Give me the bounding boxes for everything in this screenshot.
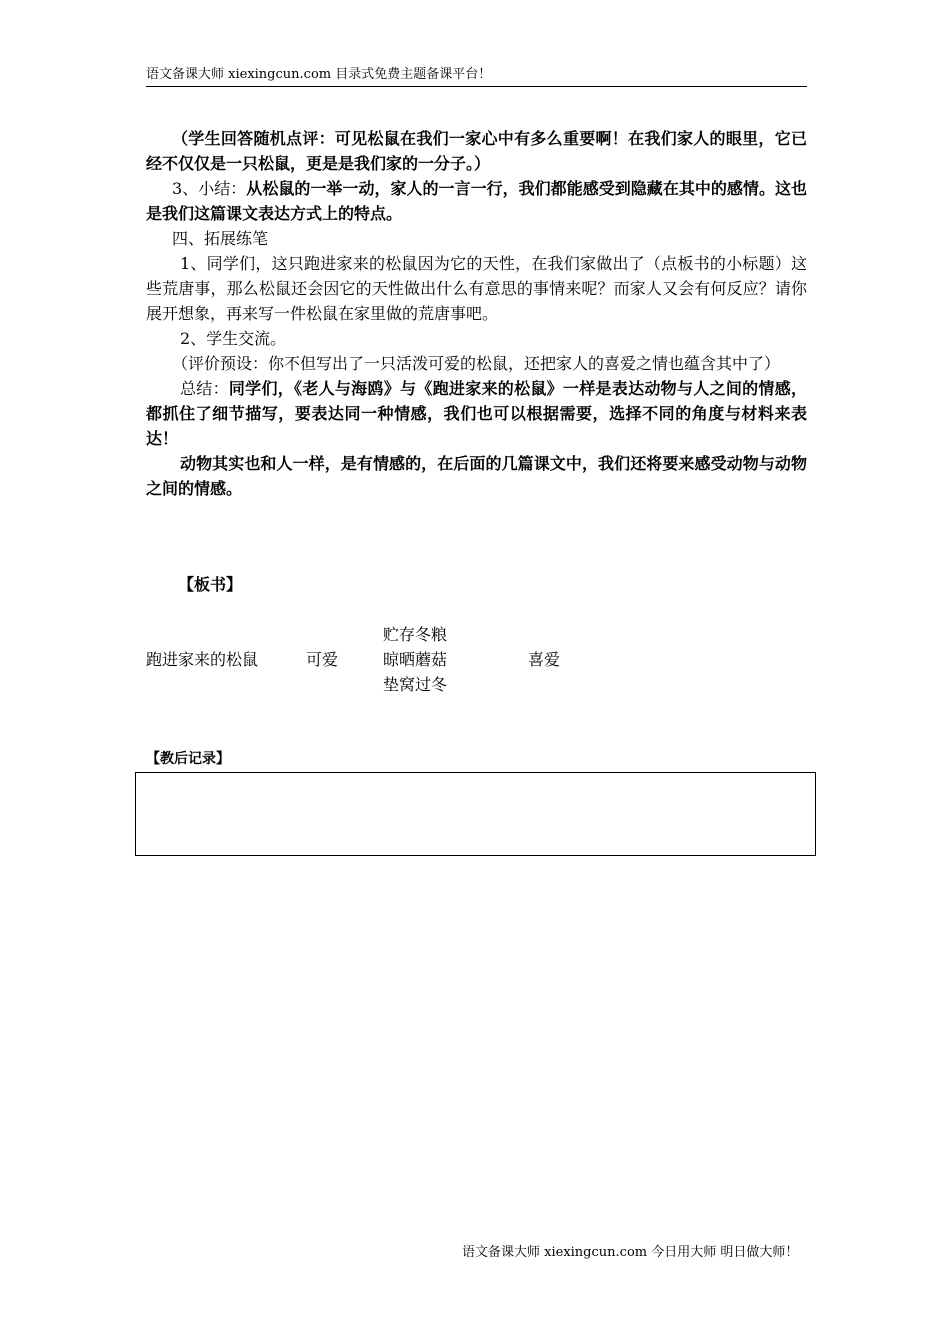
board-title: 跑进家来的松鼠 bbox=[146, 650, 259, 669]
board-feeling: 喜爱 bbox=[528, 650, 561, 669]
paragraph-conclusion-text: 同学们，《老人与海鸥》与《跑进家来的松鼠》一样是表达动物与人之间的情感，都抓住了细节描写，要表达同一种情感，我们也可以根据需要，选择不同的角度与材料来表达！ bbox=[146, 379, 807, 448]
lesson-content bbox=[146, 126, 807, 501]
board-trait: 可爱 bbox=[306, 650, 339, 669]
board-item-3: 垫窝过冬 bbox=[383, 675, 448, 694]
paragraph-closing: 动物其实也和人一样，是有情感的，在后面的几篇课文中，我们还将要来感受动物与动物之间的情感。 bbox=[146, 454, 807, 498]
board-heading: 【板书】 bbox=[178, 575, 243, 594]
paragraph-student-answer: （学生回答随机点评：可见松鼠在我们一家心中有多么重要啊！在我们家人的眼里，它已经不仅仅是一只松鼠，更是是我们家的一分子。） bbox=[146, 129, 807, 173]
paragraph-summary-prefix: 3、小结： bbox=[172, 179, 247, 198]
paragraph-conclusion-prefix: 总结： bbox=[180, 379, 229, 398]
section-heading-extension: 四、拓展练笔 bbox=[172, 229, 269, 248]
page-footer: 语文备课大师 xiexingcun.com 今日用大师 明日做大师！ bbox=[462, 1245, 799, 1260]
paragraph-summary bbox=[146, 176, 807, 226]
record-box[interactable] bbox=[135, 772, 816, 856]
paragraph-exchange: 2、学生交流。 bbox=[180, 329, 287, 348]
paragraph-conclusion bbox=[146, 376, 807, 451]
paragraph-evaluation: （评价预设：你不但写出了一只活泼可爱的松鼠，还把家人的喜爱之情也蕴含其中了） bbox=[172, 354, 781, 373]
record-heading: 【教后记录】 bbox=[146, 751, 230, 767]
paragraph-summary-text: 从松鼠的一举一动，家人的一言一行，我们都能感受到隐藏在其中的感情。这也是我们这篇课文表达方式上的特点。 bbox=[146, 179, 807, 223]
paragraph-exercise: 1、同学们，这只跑进家来的松鼠因为它的天性，在我们家做出了（点板书的小标题）这些荒唐事，那么松鼠还会因它的天性做出什么有意思的事情来呢？而家人又会有何反应？请你展开想象，再来写一件松鼠在家里做的荒唐事吧。 bbox=[146, 254, 807, 323]
board-item-1: 贮存冬粮 bbox=[383, 625, 448, 644]
board-item-2: 晾晒蘑菇 bbox=[383, 650, 448, 669]
page-header: 语文备课大师 xiexingcun.com 目录式免费主题备课平台！ bbox=[146, 66, 807, 87]
